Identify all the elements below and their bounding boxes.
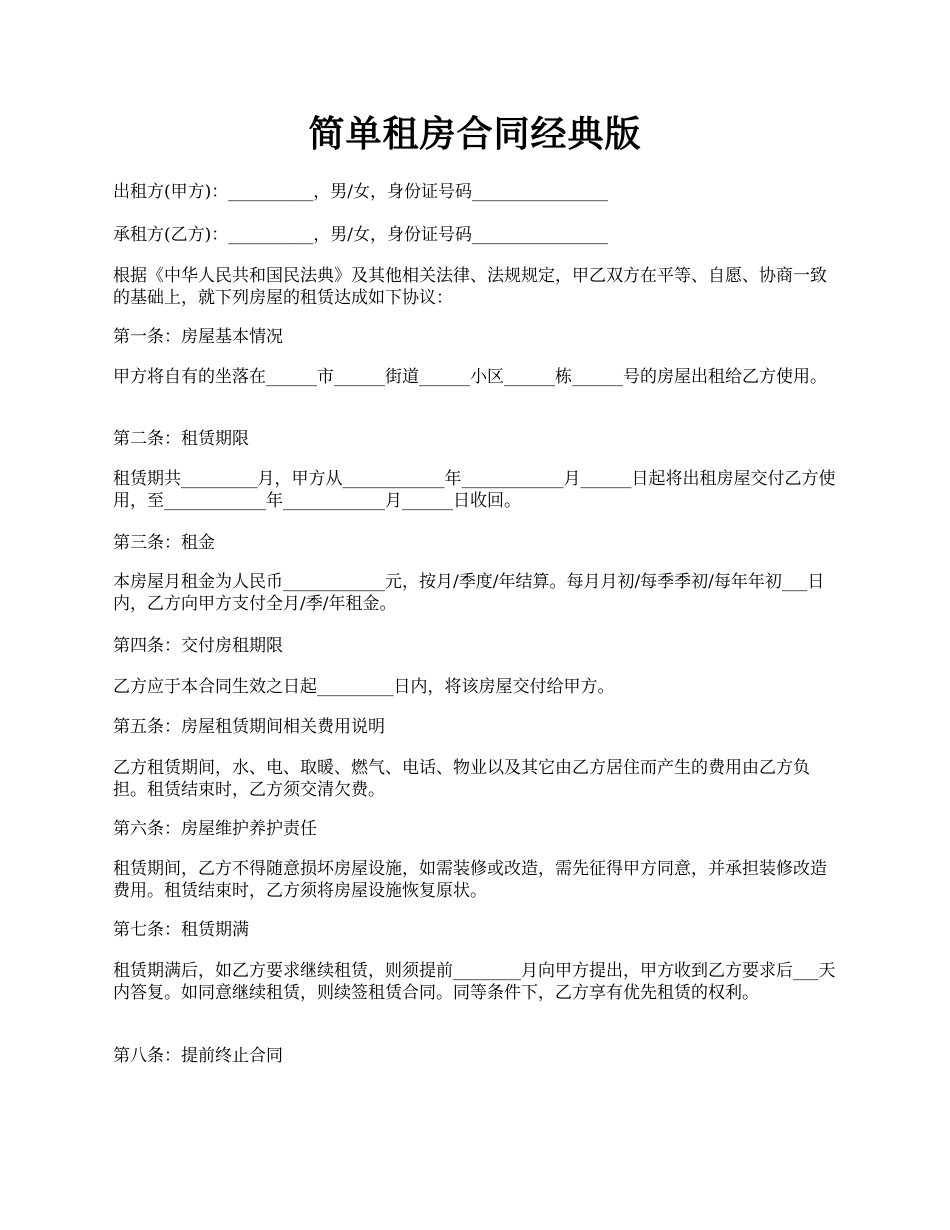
article-1-heading: 第一条：房屋基本情况 <box>113 327 283 347</box>
article-5-body: 乙方租赁期间，水、电、取暖、燃气、电话、物业以及其它由乙方居住而产生的费用由乙方负担。租赁结束时，乙方须交清欠费。 <box>113 758 810 800</box>
article-8-heading: 第八条：提前终止合同 <box>113 1046 283 1066</box>
article-1-body: 甲方将自有的坐落在______市______街道______小区______栋______号的房屋出租给乙方使用。 <box>113 367 827 387</box>
article-3-heading: 第三条：租金 <box>113 533 215 553</box>
article-7-body: 租赁期满后，如乙方要求继续租赁，则须提前________月向甲方提出，甲方收到乙方要求后___天内答复。如同意继续租赁，则续签租赁合同。同等条件下，乙方享有优先租赁的权利。 <box>113 961 836 1003</box>
preamble-paragraph: 根据《中华人民共和国民法典》及其他相关法律、法规规定，甲乙双方在平等、自愿、协商一致的基础上，就下列房屋的租赁达成如下协议： <box>113 266 827 308</box>
article-3-body: 本房屋月租金为人民币____________元，按月/季度/年结算。每月月初/每季季初/每年年初___日内，乙方向甲方支付全月/季/年租金。 <box>113 572 825 614</box>
article-2-body: 租赁期共_________月，甲方从____________年____________月______日起将出租房屋交付乙方使用，至____________年____________月______日收回。 <box>113 469 836 511</box>
article-6-body: 租赁期间，乙方不得随意损坏房屋设施，如需装修或改造，需先征得甲方同意，并承担装修改造费用。租赁结束时，乙方须将房屋设施恢复原状。 <box>113 859 827 901</box>
document-title: 简单租房合同经典版 <box>308 113 642 155</box>
article-7-heading: 第七条：租赁期满 <box>113 920 249 940</box>
lessee-line: 承租方(乙方)：__________，男/女，身份证号码________________ <box>113 225 608 245</box>
article-4-body: 乙方应于本合同生效之日起_________日内，将该房屋交付给甲方。 <box>113 677 615 697</box>
article-5-heading: 第五条：房屋租赁期间相关费用说明 <box>113 717 385 737</box>
lessor-line: 出租方(甲方)：__________，男/女，身份证号码________________ <box>113 182 608 202</box>
article-2-heading: 第二条：租赁期限 <box>113 429 249 449</box>
article-4-heading: 第四条：交付房租期限 <box>113 636 283 656</box>
article-6-heading: 第六条：房屋维护养护责任 <box>113 819 317 839</box>
